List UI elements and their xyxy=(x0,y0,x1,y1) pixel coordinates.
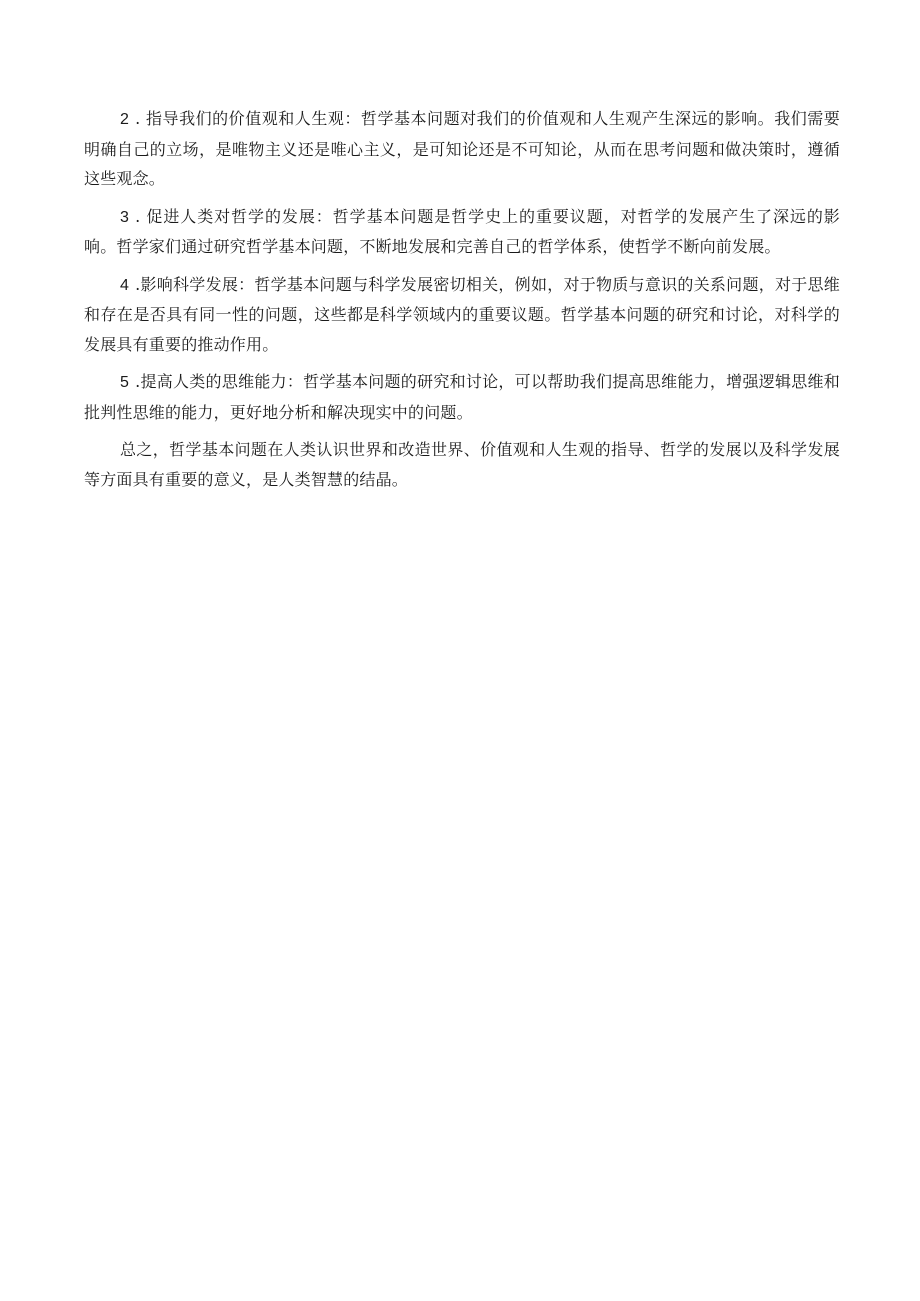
list-item xyxy=(84,270,840,360)
list-item xyxy=(84,202,840,262)
list-item xyxy=(84,104,840,194)
item-text: . 指导我们的价值观和人生观：哲学基本问题对我们的价值观和人生观产生深远的影响。我们需要明确自己的立场，是唯物主义还是唯心主义，是可知论还是不可知论，从而在思考问题和做决策时，遵循这些观念。 xyxy=(84,109,840,188)
item-number: 5 xyxy=(120,374,130,391)
item-text: .提高人类的思维能力：哲学基本问题的研究和讨论，可以帮助我们提高思维能力，增强逻辑思维和批判性思维的能力，更好地分析和解决现实中的问题。 xyxy=(84,372,840,422)
item-text: .影响科学发展：哲学基本问题与科学发展密切相关，例如，对于物质与意识的关系问题，对于思维和存在是否具有同一性的问题，这些都是科学领域内的重要议题。哲学基本问题的研究和讨论，对科学的发展具有重要的推动作用。 xyxy=(84,274,840,354)
item-number: 3 xyxy=(120,208,130,226)
list-item xyxy=(84,367,840,427)
item-number: 2 xyxy=(120,111,130,128)
conclusion-paragraph xyxy=(84,435,840,494)
item-number: 4 xyxy=(120,276,130,294)
conclusion-text: 总之，哲学基本问题在人类认识世界和改造世界、价值观和人生观的指导、哲学的发展以及科学发展等方面具有重要的意义，是人类智慧的结晶。 xyxy=(84,440,840,489)
document-body xyxy=(84,104,840,494)
item-text: . 促进人类对哲学的发展：哲学基本问题是哲学史上的重要议题，对哲学的发展产生了深远的影响。哲学家们通过研究哲学基本问题，不断地发展和完善自己的哲学体系，使哲学不断向前发展。 xyxy=(84,206,840,256)
